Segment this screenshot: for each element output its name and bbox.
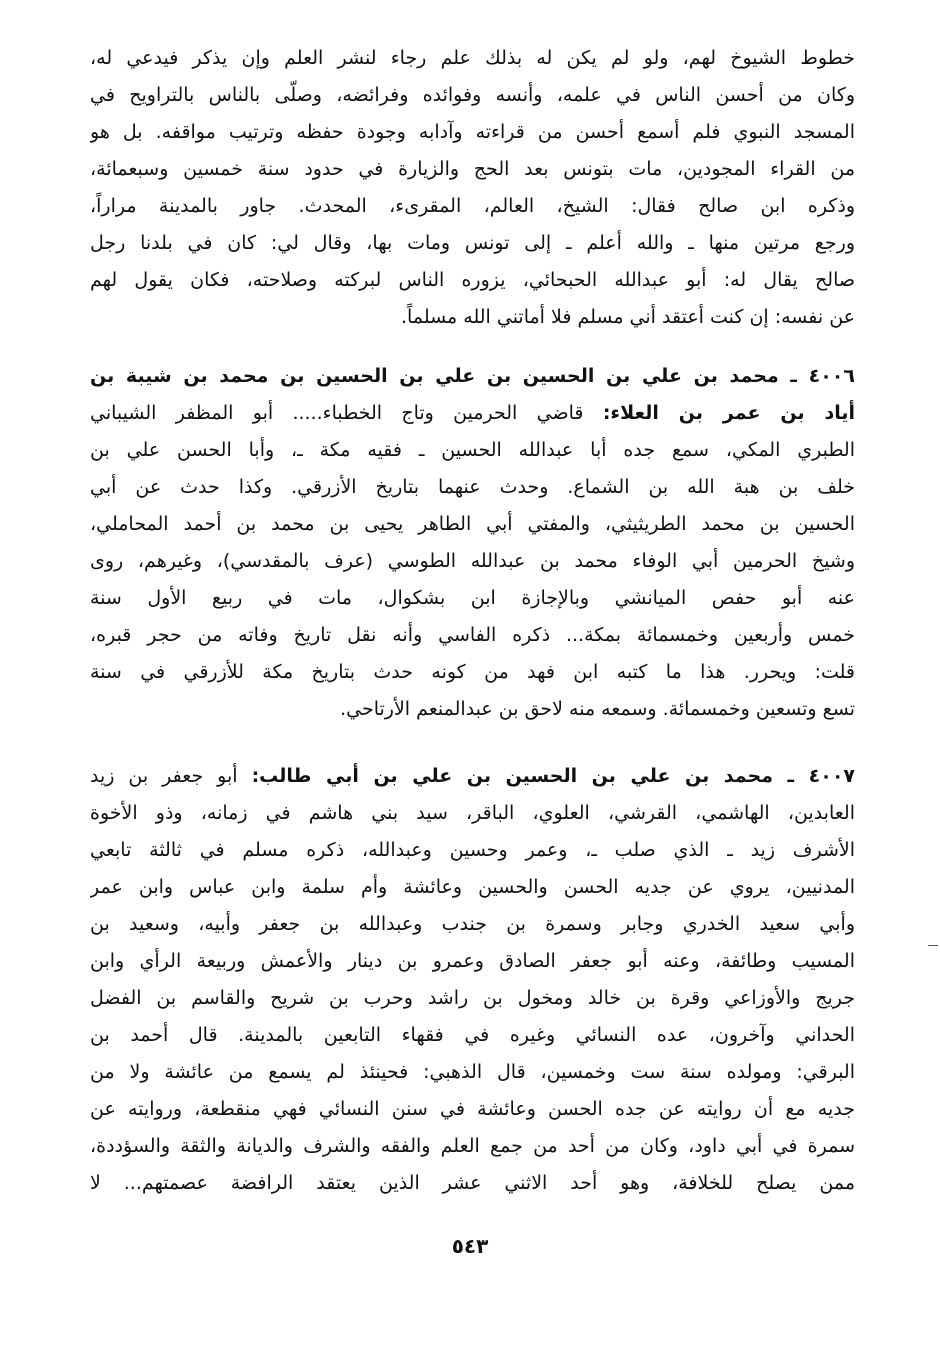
entry-heading-continued: أياد بن عمر بن العلاء: (602, 402, 855, 424)
entry-4007 (90, 758, 855, 1202)
page-body (90, 40, 855, 1202)
text-line: وكان من أحسن الناس في علمه، وأنسه وفوائده وفرائضه، وصلّى بالناس بالتراويح في (90, 84, 855, 106)
text-line: تسع وتسعين وخمسمائة. وسمعه منه لاحق بن عبدالمنعم الأرتاحي. (340, 698, 855, 720)
text-line: خلف بن هبة الله بن الشماع. وحدث عنهما بتاريخ الأزرقي. وكذا حدث عن أبي (90, 476, 855, 498)
text-line: سمرة في أبي داود، وكان من أحد من جمع العلم والفقه والشرف والديانة والثقة والسؤددة، (90, 1135, 855, 1157)
page-number: ٥٤٣ (451, 1234, 489, 1258)
text-line: البرقي: ومولده سنة ست وخمسين، قال الذهبي: فحينئذ لم يسمع من عائشة ولا من (90, 1061, 855, 1083)
text-line: العابدين، الهاشمي، القرشي، العلوي، الباقر، سيد بني هاشم في زمانه، وذو الأخوة (90, 802, 855, 824)
text-line (90, 395, 855, 432)
text-line: المسيب وطائفة، وعنه أبو جعفر الصادق وعمرو بن دينار والأعمش وربيعة الرأي وابن (90, 950, 855, 972)
paragraph-gap (90, 728, 855, 758)
text-line: الطبري المكي، سمع جده أبا عبدالله الحسين ـ فقيه مكة ـ، وأبا الحسن علي بن (90, 439, 855, 461)
text-line: الحسين بن محمد الطريثيثي، والمفتي أبي الطاهر يحيى بن محمد بن أحمد المحاملي، (90, 513, 855, 535)
text-line: صالح يقال له: أبو عبدالله الحبحائي، يزوره الناس لبركته وصلاحته، فكان يقول لهم (90, 269, 855, 291)
text-line: ممن يصلح للخلافة، وهو أحد الاثني عشر الذين يعتقد الرافضة عصمتهم... لا (90, 1172, 855, 1194)
margin-tick (928, 945, 938, 946)
text-line: وشيخ الحرمين أبي الوفاء محمد بن عبدالله الطوسي (عرف بالمقدسي)، وغيرهم، روى (90, 550, 855, 572)
text-line: وذكره ابن صالح فقال: الشيخ، العالم، المقرىء، المحدث. جاور بالمدينة مراراً، (90, 195, 855, 217)
text-line: ورجع مرتين منها ـ والله أعلم ـ إلى تونس ومات بها، وقال لي: كان في بلدنا رجل (90, 232, 855, 254)
entry-4006 (90, 358, 855, 728)
text-line: خمس وأربعين وخمسمائة بمكة... ذكره الفاسي وأنه نقل تاريخ وفاته من حجر قبره، (90, 624, 855, 646)
entry-heading: ٤٠٠٧ ـ محمد بن علي بن الحسين بن علي بن أبي طالب: (251, 765, 855, 787)
text-line: الحداني وآخرون، عده النسائي وغيره في فقهاء التابعين بالمدينة. قال أحمد بن (90, 1024, 855, 1046)
text-line: المسجد النبوي فلم أسمع أحسن من قراءته وآدابه وجودة حفظه وترتيب مواقفه. بل هو (90, 121, 855, 143)
paragraph-gap (90, 336, 855, 358)
text-line: المدنيين، يروي عن جديه الحسن والحسين وعائشة وأم سلمة وابن عباس وابن عمر (90, 876, 855, 898)
text-line: عن نفسه: إن كنت أعتقد أني مسلم فلا أماتني الله مسلماً. (401, 306, 855, 328)
text-line: وأبي سعيد الخدري وجابر وسمرة بن جندب وعبدالله بن جعفر وأبيه، وسعيد بن (90, 913, 855, 935)
entry-line-rest: قاضي الحرمين وتاج الخطباء..... أبو المظفر الشيباني (90, 402, 603, 424)
entry-line-rest: أبو جعفر بن زيد (90, 765, 252, 787)
text-line: الأشرف زيد ـ الذي صلب ـ، وعمر وحسين وعبدالله، ذكره مسلم في ثالثة تابعي (90, 839, 855, 861)
continuation-paragraph (90, 40, 855, 336)
text-line: جديه مع أن روايته عن جده الحسن وعائشة في سنن النسائي فهي منقطعة، وروايته عن (90, 1098, 855, 1120)
text-line: عنه أبو حفص الميانشي وبالإجازة ابن بشكوال، مات في ربيع الأول سنة (90, 587, 855, 609)
entry-heading: ٤٠٠٦ ـ محمد بن علي بن الحسين بن علي بن الحسين بن محمد بن شيبة بن (90, 365, 855, 387)
text-line: من القراء المجودين، مات بتونس بعد الحج والزيارة في حدود سنة خمسين وسبعمائة، (90, 158, 855, 180)
text-line (90, 758, 855, 795)
text-line: خطوط الشيوخ لهم، ولو لم يكن له بذلك علم رجاء لنشر العلم وإن يذكر فيدعي له، (90, 47, 855, 69)
text-line: قلت: ويحرر. هذا ما كتبه ابن فهد من كونه حدث بتاريخ مكة للأزرقي في سنة (90, 661, 855, 683)
text-line: جريج والأوزاعي وقرة بن خالد ومخول بن راشد وحرب بن شريح والقاسم بن الفضل (90, 987, 855, 1009)
